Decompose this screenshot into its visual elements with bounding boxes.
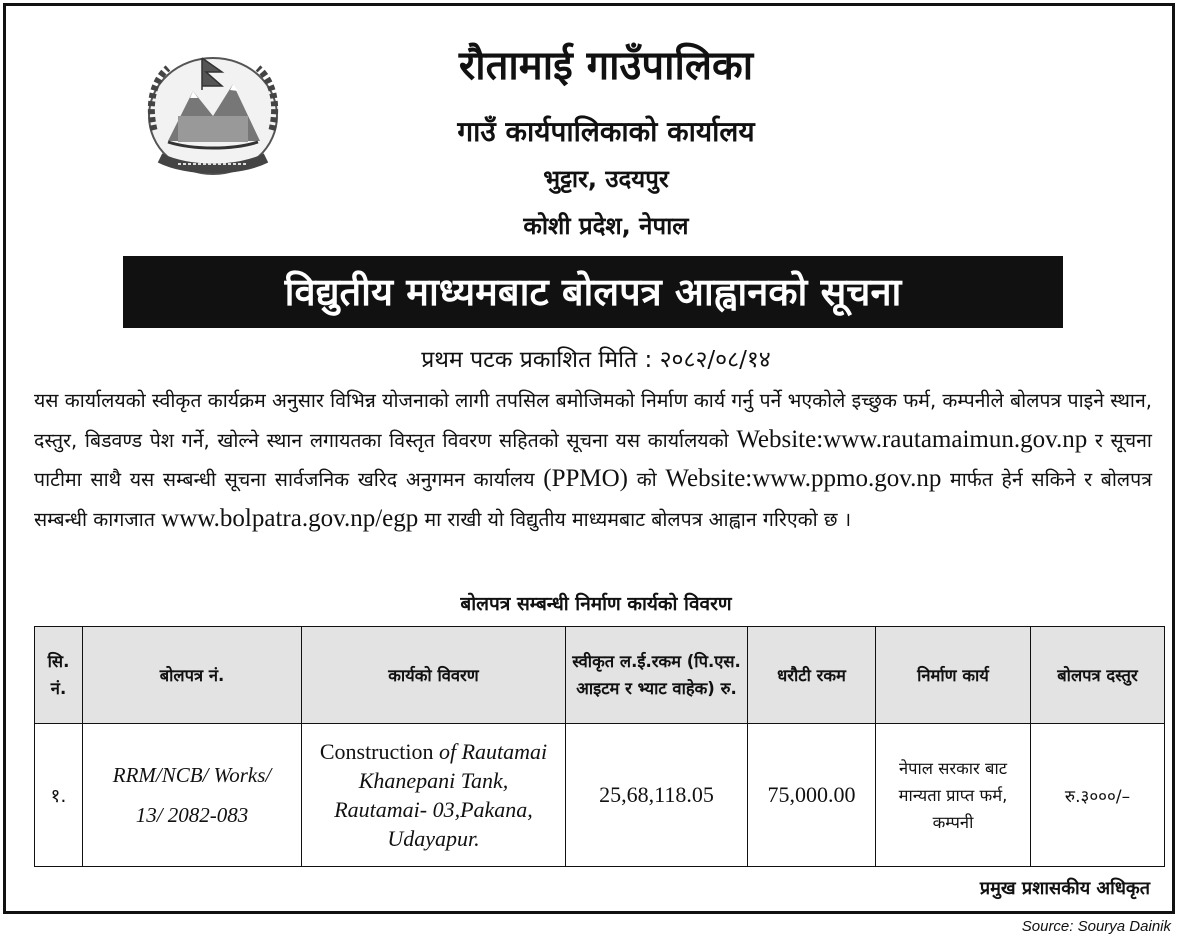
body-text-3: को [636,468,657,491]
desc-line-2: Khanepani Tank, [358,768,509,793]
bid-no-line-1: RRM/NCB/ Works/ [112,763,272,787]
emblem-of-nepal-icon [138,46,288,186]
desc-lead: Construction [319,739,434,764]
cell-bid-no [83,724,302,867]
body-text-1: यस कार्यालयको स्वीकृत कार्यक्रम अनुसार विभिन्न योजनाको लागी तपसिल बमोजिमको निर्माण कार्य गर्नु पर्ने भएकोले इच्छुक फर्म, कम्पनीले बोलपत्र पाइने स्थान, दस्तुर, बिडवण्ड पेश गर्ने, खोल्ने स्थान लगायतका विस्तृत विवरण सहितको सूचना यस कार्यालयको [34,389,1152,452]
body-text-2: र सूचना पाटीमा साथै यस सम्बन्धी सूचना सार्वजनिक खरिद अनुगमन कार्यालय [34,428,1152,491]
works-table [34,626,1165,867]
ppmo-abbrev: (PPMO) [543,465,629,492]
signatory: प्रमुख प्रशासकीय अधिकृत [979,878,1150,899]
col-header-construction: निर्माण कार्य [876,627,1031,724]
province-country: कोशी प्रदेश, नेपाल [523,212,689,240]
cell-sn: १. [35,724,83,867]
notice-title: विद्युतीय माध्यमबाट बोलपत्र आह्वानको सूचना [123,256,1063,328]
col-header-bid-no: बोलपत्र नं. [83,627,302,724]
cell-fee: रु.३०००/– [1031,724,1165,867]
desc-line-3: Rautamai- 03,Pakana, [334,797,533,822]
office-name: गाउँ कार्यपालिकाको कार्यालय [457,115,755,148]
notice-frame [3,3,1175,914]
municipality-website-link[interactable]: Website:www.rautamaimun.gov.np [736,425,1088,453]
desc-line-4: Udayapur. [387,826,480,851]
office-location: भुट्टार, उदयपुर [543,165,669,193]
col-header-sn: सि. नं. [35,627,83,724]
notice-body [34,382,1152,539]
bolpatra-website-link[interactable]: www.bolpatra.gov.np/egp [161,504,419,532]
col-header-fee: बोलपत्र दस्तुर [1031,627,1165,724]
body-text-4: मार्फत हेर्न सकिने र बोलपत्र सम्बन्धी कागजात [34,468,1152,531]
cell-deposit: 75,000.00 [748,724,876,867]
col-header-deposit: धरौटी रकम [748,627,876,724]
municipality-name: रौतामाई गाउँपालिका [458,43,754,89]
bid-no-line-2: 13/ 2082-083 [135,803,249,827]
col-header-description: कार्यको विवरण [302,627,566,724]
cell-estimate: 25,68,118.05 [566,724,748,867]
cell-construction: नेपाल सरकार बाट मान्यता प्राप्त फर्म, कम्पनी [876,724,1031,867]
col-header-estimate: स्वीकृत ल.ई.रकम (पि.एस. आइटम र भ्याट वाहेक) रु. [566,627,748,724]
table-title: बोलपत्र सम्बन्धी निर्माण कार्यको विवरण [460,593,732,615]
publish-date: प्रथम पटक प्रकाशित मिति : २०८२/०८/१४ [421,347,771,373]
ppmo-website-link[interactable]: Website:www.ppmo.gov.np [665,465,942,492]
cell-description [302,724,566,867]
table-header-row [35,627,1165,724]
source-credit: Source: Sourya Dainik [1021,918,1171,935]
table-row [35,724,1165,867]
desc-line-1-rest: of Rautamai [433,739,548,764]
body-text-5: मा राखी यो विद्युतीय माध्यमबाट बोलपत्र आह्वान गरिएको छ । [424,507,852,531]
